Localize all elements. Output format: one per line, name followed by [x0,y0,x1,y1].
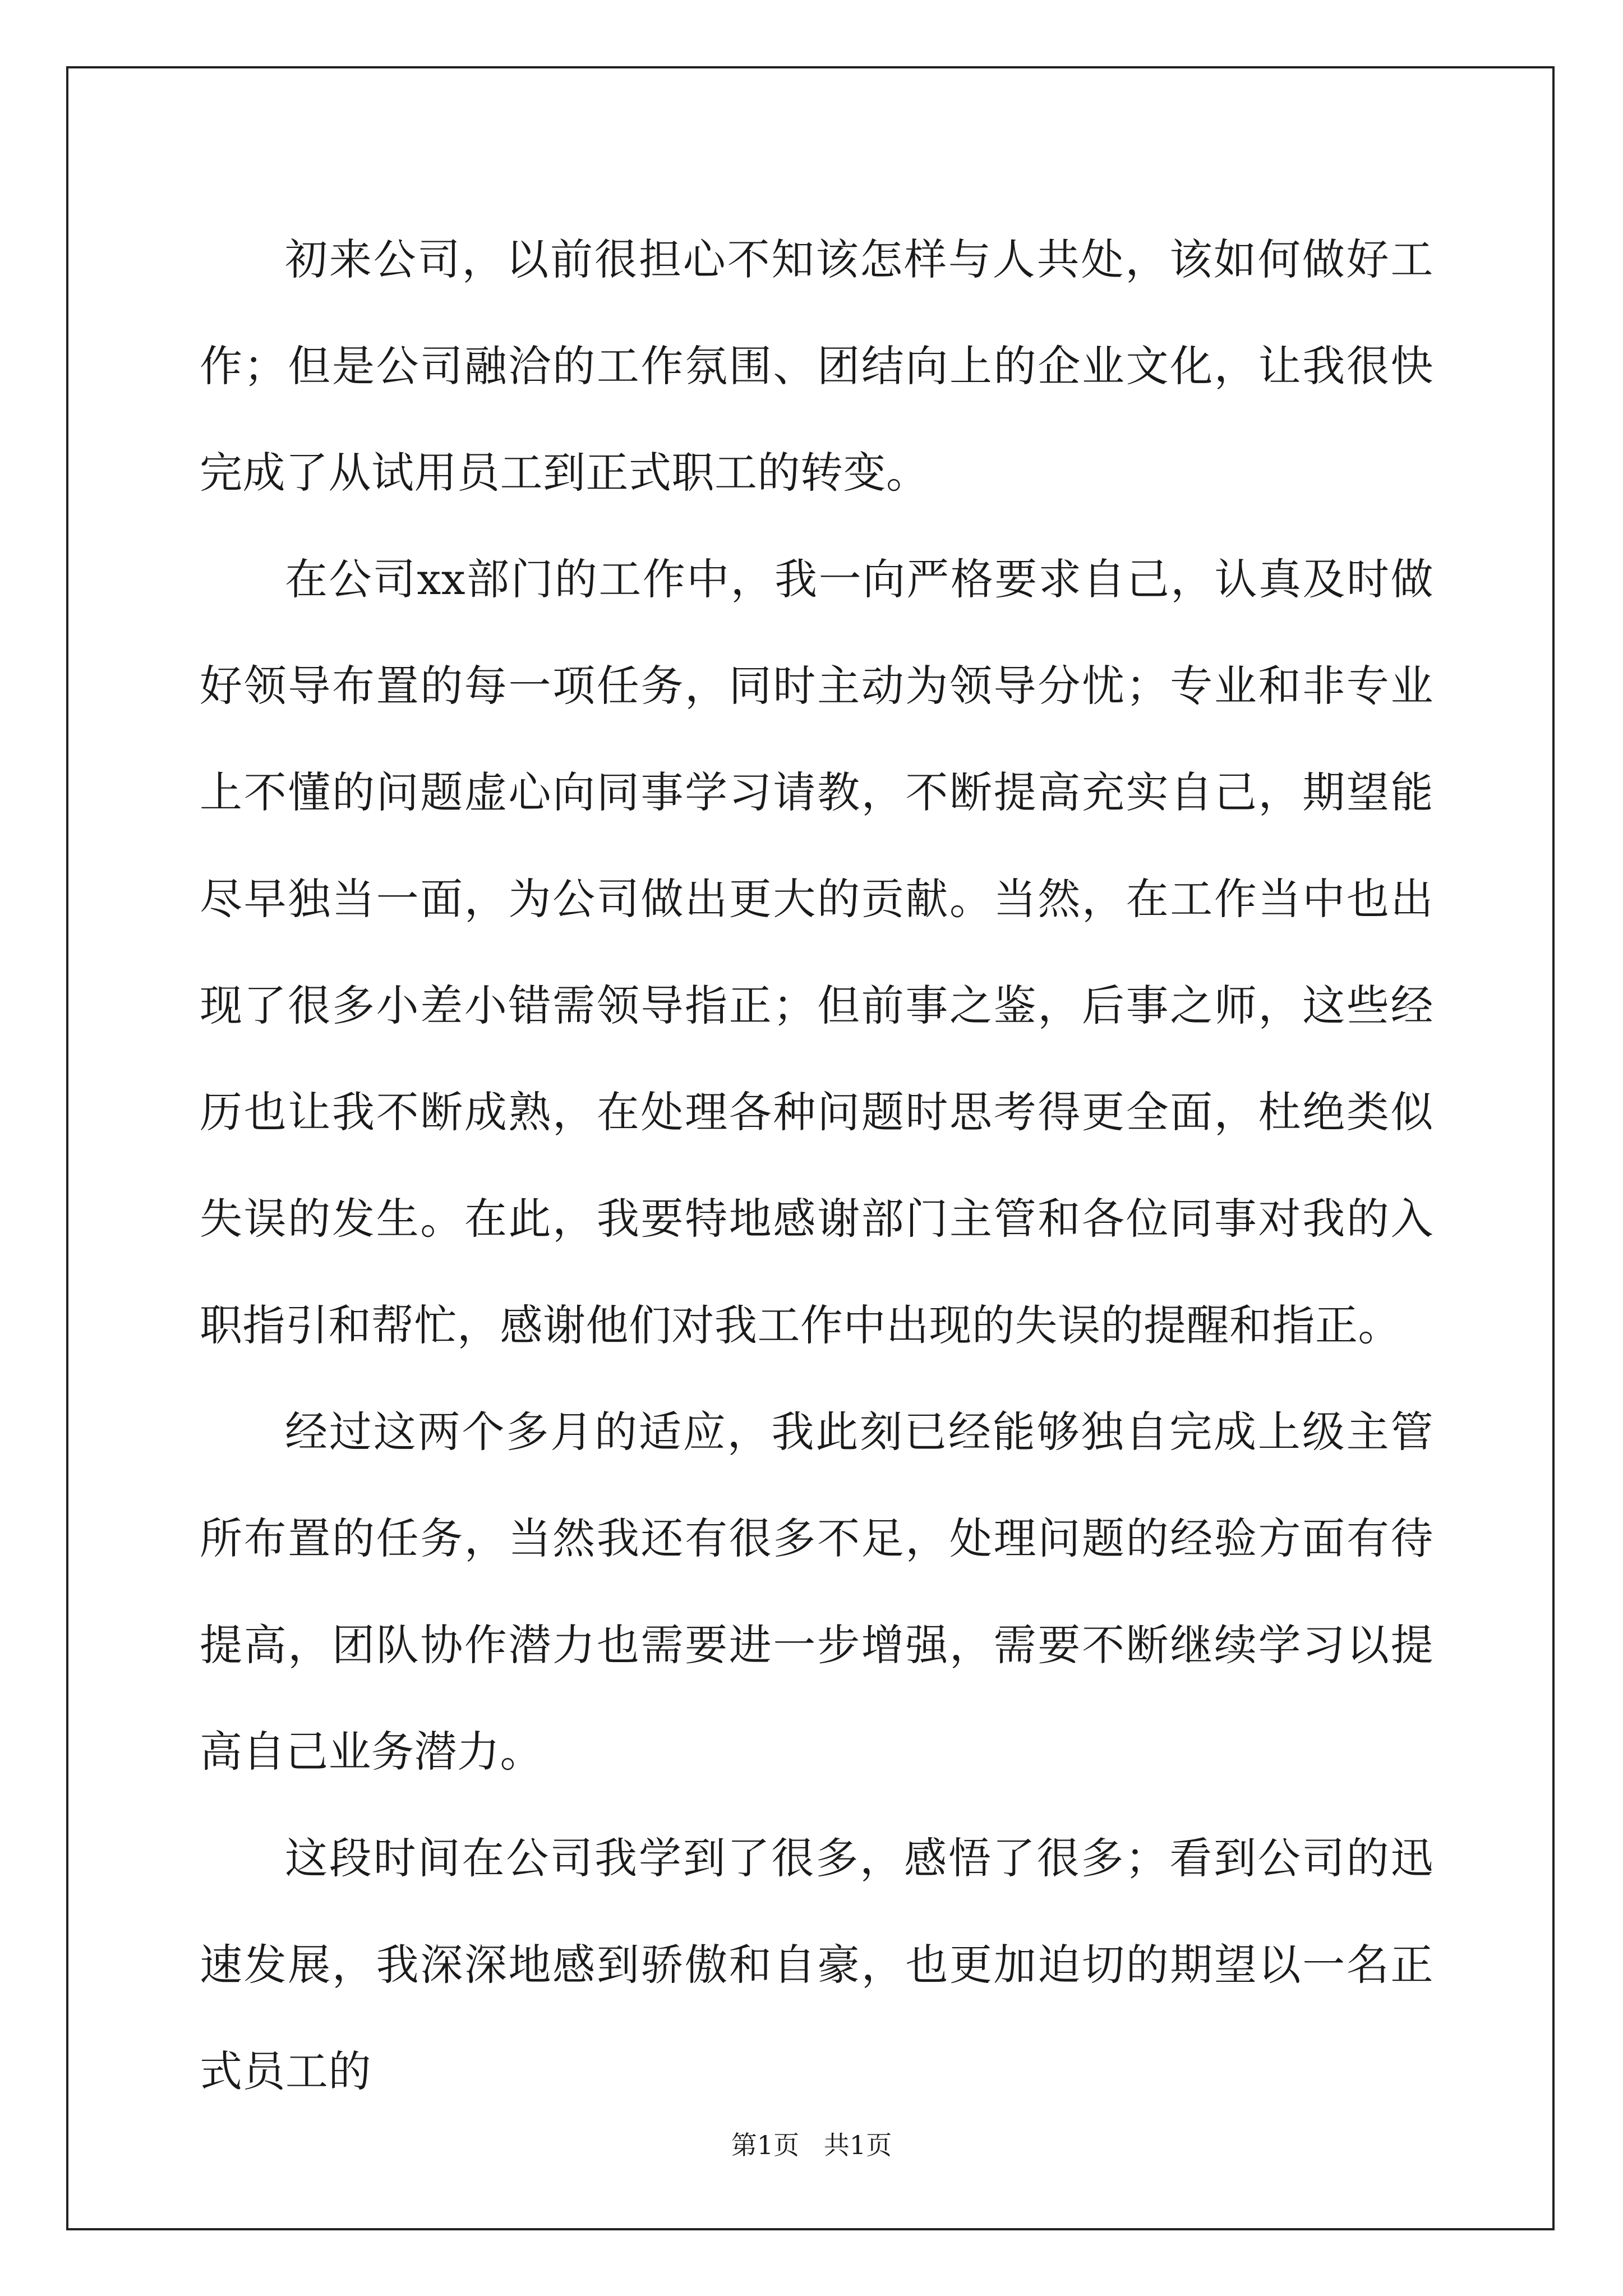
paragraph-3: 经过这两个多月的适应，我此刻已经能够独自完成上级主管所布置的任务，当然我还有很多不足，处理问题的经验方面有待提高，团队协作潜力也需要进一步增强，需要不断继续学习以提高自己业务潜力。 [200,1407,1433,1777]
paragraph-1: 初来公司，以前很担心不知该怎样与人共处，该如何做好工作；但是公司融洽的工作氛围、团结向上的企业文化，让我很快完成了从试用员工到正式职工的转变。 [200,234,1433,498]
paragraph-4: 这段时间在公司我学到了很多，感悟了很多；看到公司的迅速发展，我深深地感到骄傲和自豪，也更加迫切的期望以一名正式员工的 [200,1833,1433,2096]
page-footer: 第1页 共1页 [731,2130,892,2160]
paragraph-2: 在公司xx部门的工作中，我一向严格要求自己，认真及时做好领导布置的每一项任务，同时主动为领导分忧；专业和非专业上不懂的问题虚心向同事学习请教，不断提高充实自己，期望能尽早独当一面，为公司做出更大的贡献。当然，在工作当中也出现了很多小差小错需领导指正；但前事之鉴，后事之师，这些经历也让我不断成熟，在处理各种问题时思考得更全面，杜绝类似失误的发生。在此，我要特地感谢部门主管和各位同事对我的入职指引和帮忙，感谢他们对我工作中出现的失误的提醒和指正。 [200,554,1433,1350]
document-body [200,206,1433,2125]
